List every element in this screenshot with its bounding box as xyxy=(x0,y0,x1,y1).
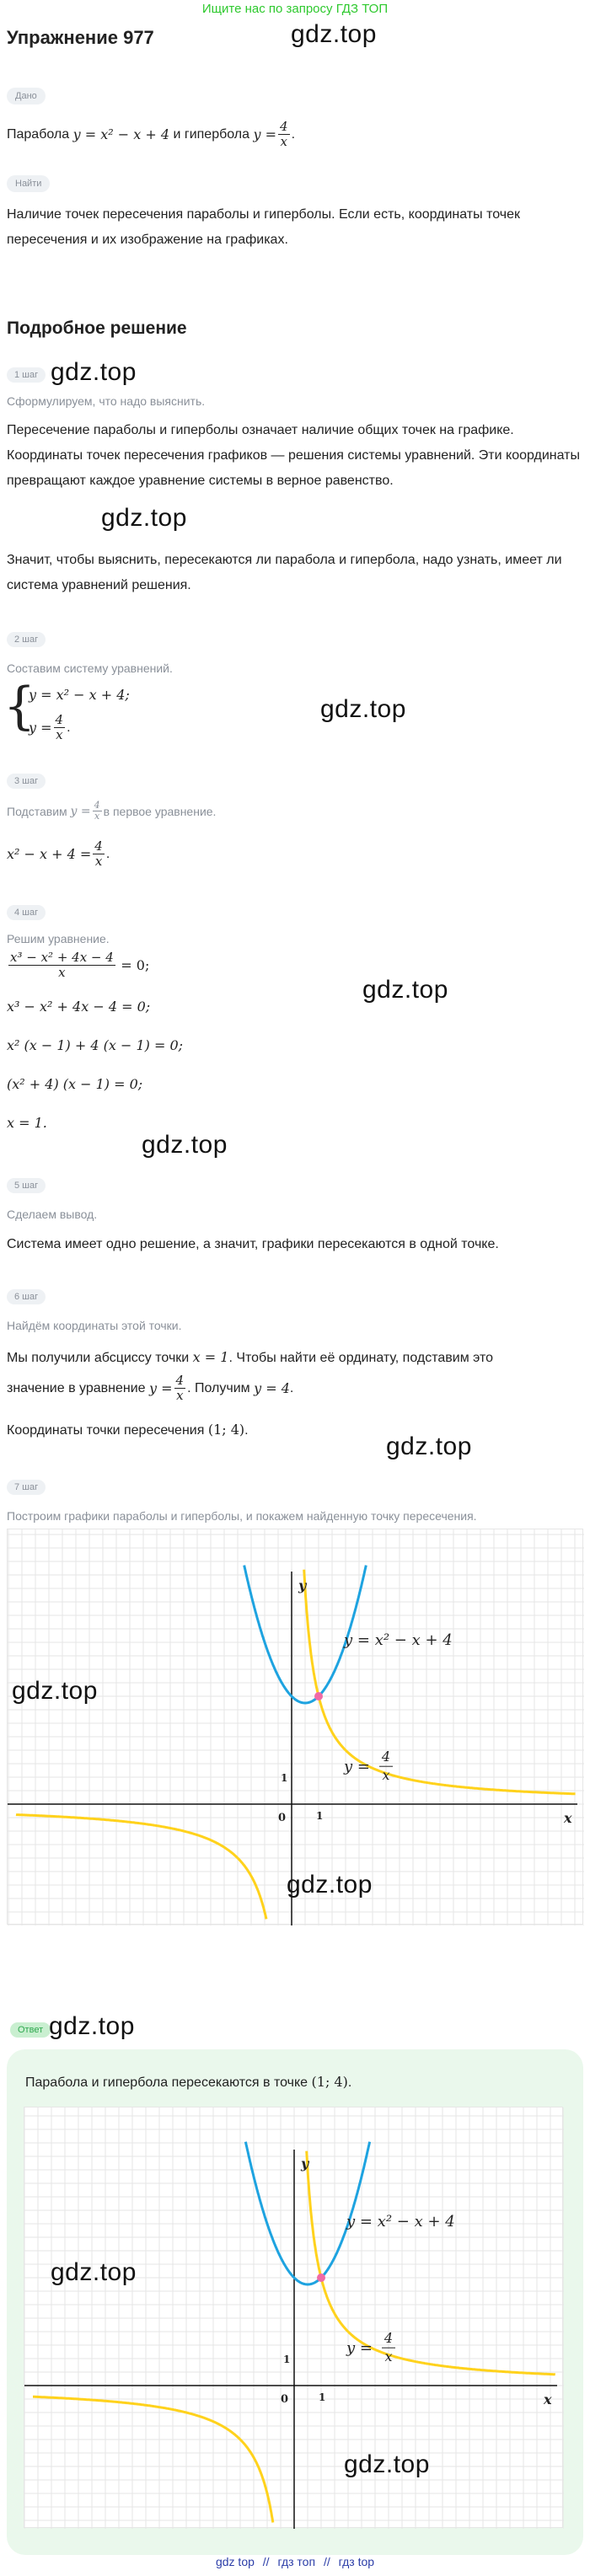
footer-separator: // xyxy=(323,2555,330,2568)
hyperbola-label-den: x xyxy=(382,1767,390,1784)
watermark: gdz.top xyxy=(51,358,137,386)
answer-end: . xyxy=(347,2075,352,2090)
step-5-muted: Сделаем вывод. xyxy=(7,1208,98,1221)
step-6-p1-after: . Чтобы найти её ординату, подставим это xyxy=(228,1351,494,1365)
step-1-muted: Сформулируем, что надо выяснить. xyxy=(7,394,206,408)
step-6-p1-math: x = 1 xyxy=(192,1349,229,1365)
step-6-paragraph-2 xyxy=(7,1374,293,1403)
step-3-eq-num: 4 xyxy=(94,838,103,854)
watermark: gdz.top xyxy=(142,1131,228,1159)
step-6-p3-math: (1; 4) xyxy=(207,1422,245,1438)
given-badge: Дано xyxy=(7,88,46,104)
step-4-badge: 4 шаг xyxy=(7,905,46,920)
hyperbola-label-den: x xyxy=(384,2348,393,2365)
step-4-eq-4: (x² + 4) (x − 1) = 0; xyxy=(7,1076,143,1092)
given-hyperbola-den: x xyxy=(280,134,288,149)
step-5-text: Система имеет одно решение, а значит, графики пересекаются в одной точке. xyxy=(7,1237,499,1251)
origin-label: 0 xyxy=(281,2393,289,2406)
page-title: Упражнение 977 xyxy=(7,27,154,48)
watermark: gdz.top xyxy=(362,976,448,1004)
step-3-muted-before: Подставим xyxy=(7,804,67,818)
given-text-middle: и гипербола xyxy=(173,126,250,142)
answer-text-before: Парабола и гипербола пересекаются в точке xyxy=(25,2075,308,2090)
parabola-label: y = x² − x + 4 xyxy=(346,2213,455,2231)
y-one-label: 1 xyxy=(281,1772,288,1784)
footer-link-gdz-top[interactable]: gdz top xyxy=(215,2555,255,2568)
parabola-label: y = x² − x + 4 xyxy=(344,1631,453,1650)
answer-point: (1; 4) xyxy=(311,2074,348,2090)
step-3-muted-den: x xyxy=(94,811,100,822)
y-axis-label: y xyxy=(301,2156,309,2172)
step-1-badge: 1 шаг xyxy=(7,367,46,383)
x-one-label: 1 xyxy=(319,2391,326,2403)
x-axis-label: x xyxy=(544,2391,552,2407)
system-eq-2-end: . xyxy=(67,720,71,735)
step-4-eq-1-num: x³ − x² + 4x − 4 xyxy=(10,950,114,965)
step-1-paragraph-2: Значит, чтобы выяснить, пересекаются ли парабола и гипербола, надо узнать, имеет ли система уравнений решения. xyxy=(7,553,562,592)
step-3-badge: 3 шаг xyxy=(7,774,46,789)
step-3-eq-den: x xyxy=(94,854,103,869)
find-badge: Найти xyxy=(7,175,50,192)
step-6-muted: Найдём координаты этой точки. xyxy=(7,1319,182,1332)
step-4-eq-1-rhs: = 0; xyxy=(121,956,150,973)
hyperbola-label-lhs: y = xyxy=(346,2339,373,2358)
step-6-paragraph-1 xyxy=(7,1345,493,1371)
step-1-paragraph-1: Пересечение параболы и гиперболы означает наличие общих точек на графике. Координаты точек пересечения графиков — решения системы уравнений. Эти координаты превращают каждое уравнение системы в верное равенство. xyxy=(7,423,580,488)
hyperbola-curve-negative xyxy=(16,1815,266,1920)
step-2-muted: Составим систему уравнений. xyxy=(7,661,173,675)
watermark: gdz.top xyxy=(344,2450,430,2478)
step-4-eq-1 xyxy=(7,951,149,980)
given-text xyxy=(7,120,295,149)
footer-link-gdz-top-mixed[interactable]: гдз top xyxy=(338,2555,375,2568)
watermark: gdz.top xyxy=(320,695,406,723)
step-3-muted xyxy=(7,801,216,822)
step-3-eq-end: . xyxy=(105,846,110,861)
step-4-eq-2: x³ − x² + 4x − 4 = 0; xyxy=(7,999,151,1015)
step-6-paragraph-3 xyxy=(7,1417,249,1443)
top-banner[interactable]: Ищите нас по запросу ГДЗ ТОП xyxy=(201,2,389,16)
hyperbola-label-num: 4 xyxy=(381,1749,391,1765)
answer-box xyxy=(7,2049,583,2555)
footer-links xyxy=(0,2555,590,2568)
step-3-muted-fraction xyxy=(93,801,102,822)
step-6-p3-before: Координаты точки пересечения xyxy=(7,1423,205,1438)
y-one-label: 1 xyxy=(283,2354,291,2365)
system-eq-2-lhs: y = xyxy=(29,719,52,736)
system-eq-2-fraction xyxy=(54,713,66,742)
step-6-p2-end: . xyxy=(289,1380,294,1395)
watermark: gdz.top xyxy=(386,1433,472,1460)
step-4-eq-1-fraction xyxy=(8,951,115,980)
watermark: gdz.top xyxy=(101,504,187,532)
footer-link-gdz-top-ru[interactable]: гдз топ xyxy=(277,2555,316,2568)
step-6-p2-after: . Получим xyxy=(187,1380,250,1395)
given-hyperbola-lhs: y = xyxy=(253,126,277,142)
step-3-eq-fraction xyxy=(93,839,105,869)
hyperbola-label-lhs: y = xyxy=(344,1758,370,1776)
step-6-p2-math: y = 4 xyxy=(254,1379,290,1396)
hyperbola-label-num: 4 xyxy=(384,2330,394,2347)
step-3-muted-y: y = xyxy=(70,804,91,818)
step-6-p2-y: y = xyxy=(149,1379,173,1396)
step-6-p2-num: 4 xyxy=(175,1373,185,1388)
answer-text xyxy=(25,2070,351,2096)
step-6-badge: 6 шаг xyxy=(7,1289,46,1304)
intersection-point xyxy=(314,1692,323,1700)
watermark: gdz.top xyxy=(51,2258,137,2286)
step-7-badge: 7 шаг xyxy=(7,1480,46,1495)
given-hyperbola-num: 4 xyxy=(280,119,288,134)
system-eq-2-num: 4 xyxy=(55,712,64,727)
watermark: gdz.top xyxy=(291,20,377,48)
system-eq-1-text: y = x² − x + 4; xyxy=(29,687,130,703)
step-4-eq-3: x² (x − 1) + 4 (x − 1) = 0; xyxy=(7,1037,184,1053)
system-eq-1 xyxy=(29,683,130,709)
graph-1 xyxy=(7,1529,583,1925)
step-6-p2-fraction xyxy=(174,1374,186,1403)
step-6-p1-before: Мы получили абсциссу точки xyxy=(7,1351,190,1365)
hyperbola-curve-positive xyxy=(307,2151,555,2375)
given-text-before: Парабола xyxy=(7,126,70,142)
step-3-muted-num: 4 xyxy=(94,800,100,811)
given-period: . xyxy=(291,126,296,142)
graph-2-svg xyxy=(24,2107,564,2529)
footer-separator: // xyxy=(262,2555,270,2568)
hyperbola-curve-negative xyxy=(33,2397,273,2522)
answer-badge: Ответ xyxy=(10,2022,51,2038)
given-hyperbola-fraction xyxy=(278,120,290,149)
step-3-muted-after: в первое уравнение. xyxy=(103,804,217,818)
y-axis-label: y xyxy=(298,1577,307,1593)
graph-1-svg xyxy=(8,1529,584,1925)
system-eq-2-den: x xyxy=(56,727,63,742)
step-6-p2-before: значение в уравнение xyxy=(7,1380,146,1395)
step-4-eq-5: x = 1. xyxy=(7,1115,47,1131)
find-text: Наличие точек пересечения параболы и гиперболы. Если есть, координаты точек пересечения и их изображение на графиках. xyxy=(7,207,520,247)
step-6-p2-den: x xyxy=(176,1388,184,1403)
x-axis-label: x xyxy=(564,1810,572,1826)
step-5-badge: 5 шаг xyxy=(7,1178,46,1193)
x-one-label: 1 xyxy=(316,1810,324,1822)
step-3-eq-lhs: x² − x + 4 = xyxy=(7,845,92,862)
solution-title: Подробное решение xyxy=(7,319,187,338)
intersection-point xyxy=(317,2273,325,2282)
graph-2 xyxy=(24,2107,563,2528)
watermark: gdz.top xyxy=(287,1871,373,1899)
step-6-p3-end: . xyxy=(244,1423,249,1438)
origin-label: 0 xyxy=(278,1812,287,1824)
watermark: gdz.top xyxy=(49,2012,135,2040)
system-brace: { xyxy=(3,677,36,736)
given-parabola: y = x² − x + 4 xyxy=(72,126,170,142)
step-7-muted: Построим графики параболы и гиперболы, и покажем найденную точку пересечения. xyxy=(7,1509,477,1523)
step-4-muted: Решим уравнение. xyxy=(7,932,110,945)
watermark: gdz.top xyxy=(12,1677,98,1705)
step-3-equation xyxy=(7,839,110,869)
step-4-eq-1-den: x xyxy=(58,965,66,980)
system-eq-2 xyxy=(29,713,71,742)
step-2-badge: 2 шаг xyxy=(7,632,46,647)
